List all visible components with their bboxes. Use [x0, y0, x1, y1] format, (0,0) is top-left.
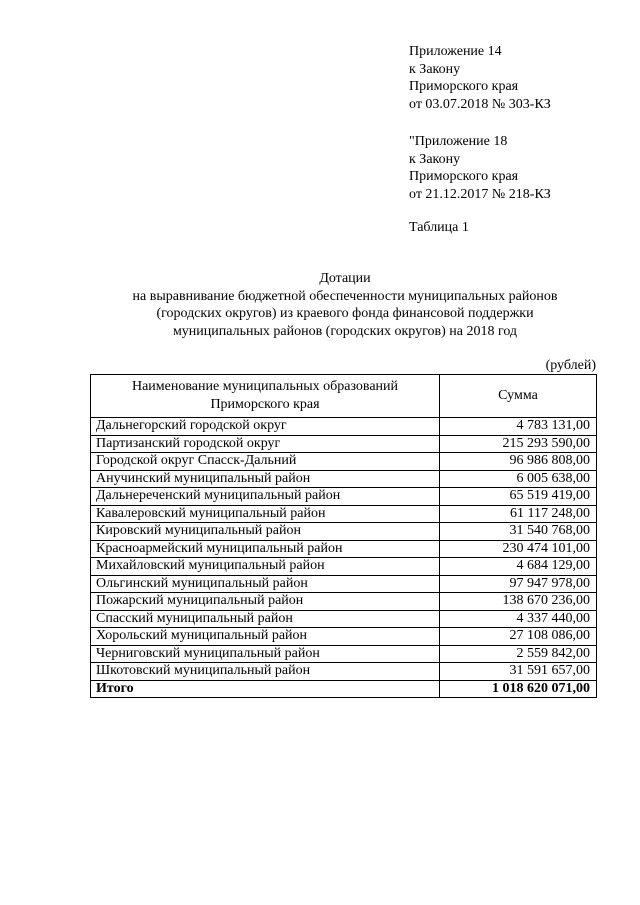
table-row	[91, 610, 597, 628]
table-row	[91, 505, 597, 523]
appendix-line: Приложение 14	[409, 44, 502, 59]
table-row	[91, 470, 597, 488]
table-row	[91, 593, 597, 611]
subsidy-amount: 4 337 440,00	[440, 610, 597, 628]
subsidy-amount: 4 783 131,00	[440, 418, 597, 436]
municipality-name: Кавалеровский муниципальный район	[91, 505, 440, 523]
table-row	[91, 540, 597, 558]
municipality-name: Михайловский муниципальный район	[91, 558, 440, 576]
table-total-row	[91, 680, 597, 698]
subsidy-amount: 230 474 101,00	[440, 540, 597, 558]
subsidy-amount: 27 108 086,00	[440, 628, 597, 646]
table-number: Таблица 1	[409, 220, 469, 235]
municipality-name: Городской округ Спасск-Дальний	[91, 453, 440, 471]
municipality-name: Дальнереченский муниципальный район	[91, 488, 440, 506]
municipality-name: Хорольский муниципальный район	[91, 628, 440, 646]
municipality-name: Спасский муниципальный район	[91, 610, 440, 628]
table-row	[91, 645, 597, 663]
subsidy-amount: 215 293 590,00	[440, 435, 597, 453]
municipality-name: Кировский муниципальный район	[91, 523, 440, 541]
table-row	[91, 575, 597, 593]
title-line: муниципальных районов (городских округов) на 2018 год	[172, 323, 518, 339]
column-header-name: Наименование муниципальных образований Приморского края	[91, 375, 440, 418]
subsidy-amount: 31 591 657,00	[440, 663, 597, 681]
title-line: (городских округов) из краевого фонда финансовой поддержки	[156, 306, 534, 321]
municipality-name: Дальнегорский городской округ	[91, 418, 440, 436]
municipality-name: Красноармейский муниципальный район	[91, 540, 440, 558]
total-label: Итого	[91, 680, 440, 698]
appendix-line: Приморского края	[409, 169, 519, 184]
appendix-line: к Закону	[409, 151, 461, 167]
subsidy-amount: 97 947 978,00	[440, 575, 597, 593]
subsidy-table	[90, 374, 597, 698]
subsidy-amount: 138 670 236,00	[440, 593, 597, 611]
municipality-name: Черниговский муниципальный район	[91, 645, 440, 663]
table-header-row	[91, 375, 597, 418]
table-row	[91, 663, 597, 681]
appendix-line: "Приложение 18	[409, 134, 508, 149]
appendix-line: от 03.07.2018 № 303-КЗ	[409, 96, 551, 112]
document-title	[40, 270, 640, 340]
subsidy-amount: 2 559 842,00	[440, 645, 597, 663]
municipality-name: Анучинский муниципальный район	[91, 470, 440, 488]
table-row	[91, 488, 597, 506]
table-row	[91, 435, 597, 453]
table-row	[91, 558, 597, 576]
municipality-name: Шкотовский муниципальный район	[91, 663, 440, 681]
subsidy-amount: 31 540 768,00	[440, 523, 597, 541]
subsidy-amount: 65 519 419,00	[440, 488, 597, 506]
column-header-sum: Сумма	[440, 375, 597, 418]
title-line: Дотации	[319, 271, 371, 286]
appendix-line: от 21.12.2017 № 218-КЗ	[409, 186, 551, 202]
subsidy-amount: 4 684 129,00	[440, 558, 597, 576]
municipality-name: Ольгинский муниципальный район	[91, 575, 440, 593]
subsidy-amount: 61 117 248,00	[440, 505, 597, 523]
table-row	[91, 523, 597, 541]
appendix-line: к Закону	[409, 61, 461, 77]
subsidy-amount: 96 986 808,00	[440, 453, 597, 471]
total-sum: 1 018 620 071,00	[440, 680, 597, 698]
municipality-name: Пожарский муниципальный район	[91, 593, 440, 611]
appendix-header-current	[409, 43, 551, 113]
subsidy-amount: 6 005 638,00	[440, 470, 597, 488]
appendix-header-original	[409, 133, 551, 203]
title-line: на выравнивание бюджетной обеспеченности муниципальных районов	[132, 288, 558, 304]
table-row	[91, 418, 597, 436]
unit-label: (рублей)	[545, 358, 596, 373]
table-row	[91, 628, 597, 646]
table-row	[91, 453, 597, 471]
municipality-name: Партизанский городской округ	[91, 435, 440, 453]
table-body	[91, 418, 597, 698]
appendix-line: Приморского края	[409, 79, 519, 94]
